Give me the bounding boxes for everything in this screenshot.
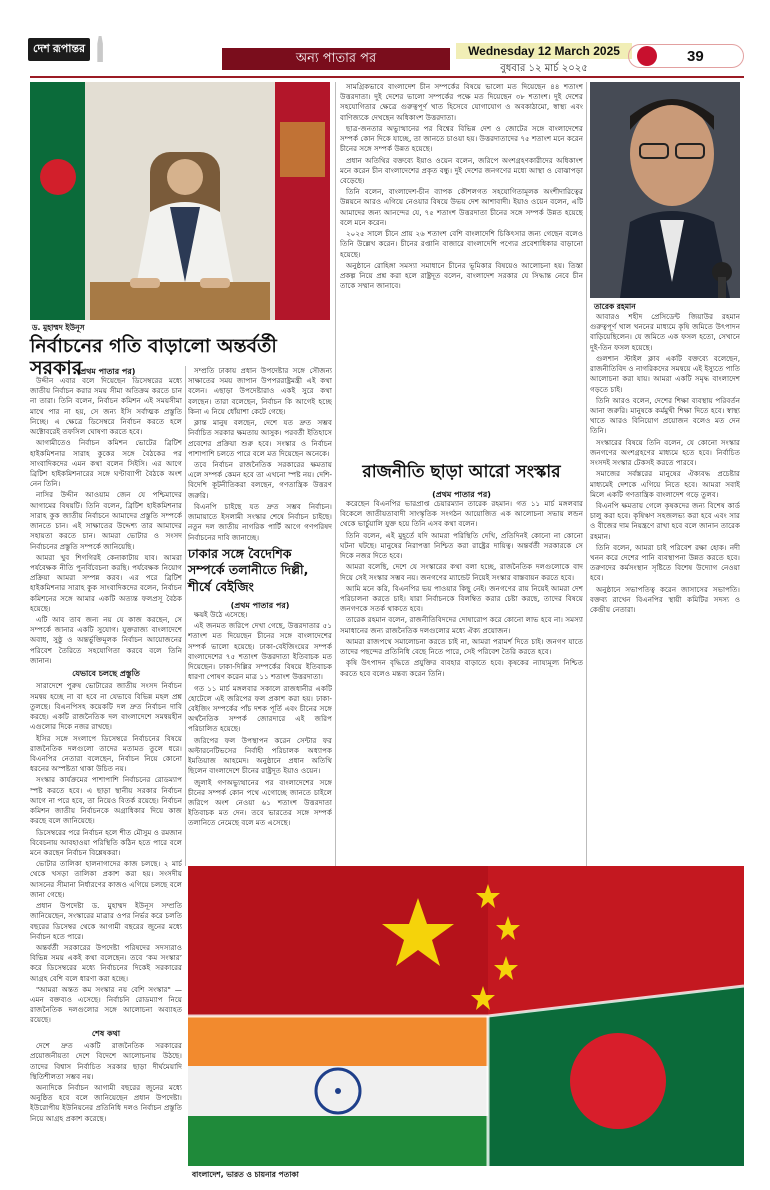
page-header	[0, 0, 770, 82]
tarique-photo	[590, 82, 740, 298]
paragraph: সম্প্রতি ঢাকায় প্রধান উপদেষ্টার সঙ্গে সৌজন্য সাক্ষাতের সময় জাপান উপপররাষ্ট্রমন্ত্রী এই কথা বলেন। এছাড়া উপদেষ্টারাও একই সুরে কথা বলছেন। তারা বলেছেন, নির্বাচন কি আগেই হচ্ছে কিনা এ নিয়ে ধোঁয়াশা কেটে গেছে।	[188, 366, 332, 416]
masthead-logo	[28, 36, 107, 62]
paragraph: ক্লান্ত মানুষ বলছেন, দেশে যত দ্রুত সম্ভব নির্বাচিত সরকার ক্ষমতায় আসুক। পরবর্তী ইতিহাসে প্রবেশের প্রক্রিয়া শুরু হবে। সংস্কার ও নির্বাচন পাশাপাশি চলতে পারে বলে মত দিয়েছেন অনেকে।	[188, 418, 332, 458]
story2-body	[188, 610, 332, 866]
yunus-photo	[30, 82, 330, 320]
paragraph: অন্তর্বর্তী সরকারের উপদেষ্টা পরিষদের সদস্যরাও বিভিন্ন সময় একই কথা বলেছেন। তবে ‘কম সংস্কার’ করে ডিসেম্বরের মধ্যে নির্বাচনের দিকেই সরকারের আগ্রহ বেশি বলে ধারণা করা হচ্ছে।	[30, 942, 182, 983]
paragraph: এটি আব তাব জন্য নয় যে কাজ করছেন, সে সম্পর্কে জানার একটি সুযোগ। যুক্তরাজ্য বাংলাদেশে অবাধ, সুষ্ঠু ও অন্তর্ভুক্তিমূলক নির্বাচন আয়োজনের পরিবেশ তৈরিতে সহযোগিতা করবে বলে তিনি জানান।	[30, 615, 182, 665]
flags-caption: বাংলাদেশ, ভারত ও চায়নার পতাকা	[192, 1170, 299, 1179]
paragraph: বিএনপি ক্ষমতায় গেলে কৃষকদের জন্য বিশেষ কার্ড চালু করা হবে। কৃষিঋণ সহজলভ্য করা হবে এবং সার ও বীজের দাম নিয়ন্ত্রণে রাখা হবে বলে জানান তারেক রহমান।	[590, 500, 740, 541]
subhead-preparation: যেভাবে চলছে প্রস্তুতি	[72, 669, 140, 679]
logo-text: দেশ রূপান্তর	[28, 38, 90, 61]
paragraph: দেশে দ্রুত একটি রাজনৈতিক সরকারের প্রয়োজনীয়তা দেশে বিদেশে আলোচনায় উঠছে। তাদের বিশ্বাস নির্বাচিত সরকার ছাড়া দীর্ঘমেয়াদি স্থিতিশীলতা সম্ভব নয়।	[30, 1041, 182, 1081]
story1-col2	[188, 366, 332, 542]
story1-col1	[30, 376, 182, 1180]
paragraph: করেছেন বিএনপির ভারপ্রাপ্ত চেয়ারম্যান তারেক রহমান। গত ১১ মার্চ মঙ্গলবার বিকেলে জাতীয়তাবাদী সাংস্কৃতিক সংগঠন আয়োজিত এক আলোচনা সভায় লন্ডন থেকে ভার্চুয়ালি যুক্ত হয়ে তিনি এসব কথা বলেন।	[340, 499, 583, 529]
story3-jump: (প্রথম পাতার পর)	[432, 490, 491, 499]
paragraph: সংস্কার কার্যক্রমের পাশাপাশি নির্বাচনের রোডম্যাপ স্পষ্ট করতে হবে। এ ছাড়া স্থানীয় সরকার নির্বাচন আগে না পরে হবে, তা নিয়েও বিতর্ক রয়েছে। নির্বাচন কমিশন জাতীয় নির্বাচনকে অগ্রাধিকার দিয়ে কাজ করছে বলে জানিয়েছে।	[30, 775, 182, 826]
paragraph: সারাদেশে পুরুষ ভোটারের জাতীয় সংসদ নির্বাচন সমন্বয় হচ্ছে না বা হবে না যেভাবে বিভিন্ন মহল প্রশ্ন তুলছে। বিএনপিসহ কয়েকটি দল দ্রুত নির্বাচন দাবি করছে। একটি রাজনৈতিক দল বাংলাদেশে সমন্বয়হীন এগুলোর দিকে নজর রাখছে।	[30, 681, 182, 732]
story1-jump: (প্রথম পাতার পর)	[76, 367, 136, 376]
header-rule	[30, 76, 744, 78]
flags-photo	[188, 866, 744, 1166]
paragraph: আবারও শহীদ প্রেসিডেন্ট জিয়াউর রহমান গুরুত্বপূর্ণ খাল খননের মাধ্যমে কৃষি জমিতে উৎপাদন বাড়িয়েছিলেন। যে জমিতে এক ফসল হতো, সেখানে দুই-তিন ফসল হয়েছে।	[590, 312, 740, 352]
paragraph: তিনি আরও বলেন, দেশের শিক্ষা ব্যবস্থায় পরিবর্তন আনা জরুরি। মানুষকে কর্মমুখী শিক্ষা দিতে হবে। স্বাস্থ্য খাতে আরও বিনিয়োগ প্রয়োজন বলেও মত দেন তিনি।	[590, 395, 740, 436]
paragraph: আমরা খুব শিগগিরই কেনাকাটায় যাব। আমরা পর্যবেক্ষক নীতি পুনর্বিবেচনা করছি। পর্যবেক্ষক নিয়োগ প্রক্রিয়া আমরা সম্পন্ন করব। এর পরে ব্রিটিশ হাইকমিশনার সারাহ কুক সাংবাদিকদের বলেন, নির্বাচন কমিশনের সঙ্গে আমার একটি অত্যন্ত ফলপ্রসূ বৈঠক হয়েছে।	[30, 552, 182, 613]
flags-art	[188, 866, 744, 1166]
paragraph: আগামীতেও নির্বাচন কমিশন ভোটের ব্রিটিশ হাইকমিশনার সারাহ কুকের সঙ্গে বৈঠকের পর সাংবাদিকদের এমন কথা বলেন সিইসি। এর আগে ব্রিটিশ হাইকমিশনারের সঙ্গে ঘণ্টাব্যাপী বৈঠকে অংশ নেন তিনি।	[30, 438, 182, 489]
date-english: Wednesday 12 March 2025	[456, 43, 632, 59]
paragraph: প্রধান উপদেষ্টা ড. মুহাম্মদ ইউনূস সম্প্রতি জানিয়েছেন, সংস্কারের মাত্রার ওপর নির্ভর করে চলতি বছরের ডিসেম্বর থেকে আগামী বছরের জুনের মধ্যে নির্বাচন হতে পারে।	[30, 901, 182, 941]
paragraph: প্রধান অতিথির বক্তব্যে ইয়াও ওয়েন বলেন, জরিপে অংশগ্রহণকারীদের অধিকাংশ মনে করেন চীন বাংলাদেশের প্রকৃত বন্ধু। দুই দেশের জনগণের মধ্যে আস্থা ও বোঝাপড়া বেড়েছে।	[340, 155, 583, 185]
paragraph: তবে নির্বাচন রাজনৈতিক সরকারের ক্ষমতায় এলে সম্পর্ক কেমন হবে তা এখনো স্পষ্ট নয়। দেশি-বিদেশি কূটনীতিকরা বলছেন, গণতান্ত্রিক উত্তরণ জরুরি।	[188, 459, 332, 500]
tarique-photo-art	[590, 82, 740, 298]
paragraph: আমি মনে করি, বিএনপির ভয় পাওয়ার কিছু নেই। জনগণের রায় নিয়েই আমরা দেশ পরিচালনা করতে চাই। যারা নির্বাচনকে বিলম্বিত করার চেষ্টা করছে, তাদের বিষয়ে জনগণকে সতর্ক থাকতে হবে।	[340, 583, 583, 614]
paragraph: গত ১১ মার্চ মঙ্গলবার সকালে রাজধানীর একটি হোটেলে এই জরিপের ফল প্রকাশ করা হয়। ঢাকা-বেইজিং সম্পর্কের পাঁচ দশক পূর্তি এবং চীনের সঙ্গে অর্থনৈতিক সম্পর্ক জোরদারে এই জরিপ পরিচালিত হয়েছে।	[188, 683, 332, 734]
paragraph: অনুষ্ঠানে রোহিঙ্গা সমস্যা সমাধানে চীনের ভূমিকার বিষয়েও আলোচনা হয়। তিস্তা প্রকল্প নিয়ে প্রশ্ন করা হলে রাষ্ট্রদূত বলেন, বাংলাদেশ সরকার যে সিদ্ধান্ত নেবে চীন তাকে সম্মান জানাবে।	[340, 260, 583, 291]
paragraph: তারেক রহমান বলেন, রাজনীতিবিদদের দোষারোপ করে কোনো লাভ হবে না। সমস্যা সমাধানের জন্য রাজনৈতিক দলগুলোর মধ্যে ঐক্য প্রয়োজন।	[340, 615, 583, 635]
story1-col1-p	[30, 376, 182, 666]
paragraph: আমরা রাজপথে সমালোচনা করতে চাই না, আমরা পরামর্শ দিতে চাই। জনগণ যাতে তাদের পছন্দের প্রতিনিধি বেছে নিতে পারে, সেই পরিবেশ তৈরি করতে হবে।	[340, 636, 583, 657]
paragraph: সংস্কারের বিষয়ে তিনি বলেন, যে কোনো সংস্কার জনগণের অংশগ্রহণের মাধ্যমে হতে হবে। নির্বাচিত সংসদই সংস্কার টেকসই করতে পারবে।	[590, 437, 740, 468]
page-number: 39	[687, 47, 704, 65]
story2-headline: ঢাকার সঙ্গে বৈদেশিক সম্পর্কে তলানীতে দিল্লী, শীর্ষে বেইজিং	[188, 546, 309, 594]
paragraph: জুলাই গণঅভ্যুত্থানের পর বাংলাদেশের সঙ্গে চীনের সম্পর্ক কোন পথে এগোচ্ছে জানতে চাইলে জরিপে অংশ নেওয়া ৬১ শতাংশ উত্তরদাতা ইতিবাচক মত দেন। তবে ভারতের সঙ্গে সম্পর্ক তলানিতে নেমেছে বলে মত এসেছে।	[188, 777, 332, 828]
col3-continued	[340, 82, 583, 462]
paragraph: গুলশান স্টাইল ক্লাব একটি বক্তব্যে বলেছেন, রাজনীতিবিদ ও নাগরিকদের সমন্বয়ে এই ইস্যুতে পাতি আলোচনা করা যায়। আমরা একটি সমৃদ্ধ বাংলাদেশ গড়তে চাই।	[590, 353, 740, 394]
paragraph: তিনি বলেন, আমরা চাই পরিবেশ রক্ষা হোক। নদী খনন করে দেশের পানি ব্যবস্থাপনা উন্নত করতে হবে। তরুণদের কর্মসংস্থান সৃষ্টিতে বিশেষ উদ্যোগ নেওয়া হবে।	[590, 542, 740, 583]
paragraph: ইসির সঙ্গে সংলাপে ডিসেম্বরে নির্বাচনের বিষয়ে রাজনৈতিক দলগুলো তাদের মতামত তুলে ধরে। বিএনপির নেতারা বলেছেন, নির্বাচন নিয়ে কোনো ধরনের অস্পষ্টতা থাকা উচিত নয়।	[30, 733, 182, 774]
yunus-photo-art	[30, 82, 330, 320]
paragraph: আমরা বলেছি, দেশে যে সংস্কারের কথা বলা হচ্ছে, রাজনৈতিক দলগুলোকে বাদ দিয়ে সেই সংস্কার সম্ভব নয়। জনগণের ম্যান্ডেট নিয়েই সংস্কার বাস্তবায়ন করতে হবে।	[340, 562, 583, 582]
column-divider	[586, 82, 587, 866]
yunus-caption: ড. মুহাম্মদ ইউনূস	[32, 323, 85, 332]
story1-headline: নির্বাচনের গতি বাড়ালো অন্তর্বর্তী সরকার	[30, 335, 277, 379]
paragraph: নাসির উদ্দীন আওয়াম জেন যে পশ্চিমাদের আগামের বিষয়টি। তিনি বলেন, ব্রিটিশ হাইকমিশনার সারাহ কুক জাতীয় নির্বাচনে আমাদের প্রস্তুতি সম্পর্কে জানতে চান। এই সাক্ষাতের উদ্দেশ্য তার আমাদের সহায়তা করতে চান। আমরা ভোটার ও সংসদ নির্বাচনের প্রস্তুতি সম্পর্কে জানিয়েছি।	[30, 490, 182, 551]
statue-icon	[93, 36, 107, 62]
paragraph: ছাত্র-জনতার অভ্যুত্থানের পর বিশ্বের বিভিন্ন দেশ ও জোটের সঙ্গে বাংলাদেশের সম্পর্ক কোন দিকে যাচ্ছে, তা জানতে চাওয়া হয়। উত্তরদাতাদের ৭৫ শতাংশ মনে করেন চীনের সঙ্গে সম্পর্ক উন্নত হয়েছে।	[340, 123, 583, 154]
date-block	[456, 43, 632, 78]
paragraph: ২০২৫ সালে চীনে প্রায় ২৬ শতাংশ বেশি বাংলাদেশি চিকিৎসার জন্য গেছেন বলেও তিনি উল্লেখ করেন। চীনের রপ্তানি বাজারে বাংলাদেশি পণ্যের প্রবেশাধিকার বাড়ানো হয়েছে।	[340, 229, 583, 259]
col4-body	[590, 312, 740, 866]
date-bangla: বুধবার ১২ মার্চ ২০২৫	[500, 63, 588, 74]
red-dot-icon	[637, 46, 657, 66]
paragraph: ডিসেম্বরের পরে নির্বাচন হলে শীত মৌসুম ও রমজান বিবেচনায় আবহাওয়া পরিস্থিতি কঠিন হতে পারে বলে মনে করছেন নির্বাচন বিশ্লেষকরা।	[30, 827, 182, 857]
subhead-last-word: শেষ কথা	[91, 1028, 121, 1038]
paragraph: বিএনপি চাইছে যত দ্রুত সম্ভব নির্বাচন। জামায়াতে ইসলামী সংস্কার শেষে নির্বাচন চাইছে। নতুন দল জাতীয় নাগরিক পার্টি আগে গণপরিষদ নির্বাচনের দাবি জানাচ্ছে।	[188, 501, 332, 542]
paragraph: "আমরা অন্তত কম সংস্কার নয় বেশি সংস্কার" — এমন বক্তব্যও এসেছে। নির্বাচনি রোডম্যাপ নিয়ে রাজনৈতিক দলগুলোর সঙ্গে আলোচনা অব্যাহত রয়েছে।	[30, 984, 182, 1025]
tarique-caption: তারেক রহমান	[594, 302, 636, 311]
paragraph: এই জনমত জরিপে দেখা গেছে, উত্তরদাতার ৫১ শতাংশ মত দিয়েছেন চীনের সঙ্গে বাংলাদেশের সম্পর্ক ভালো হয়েছে। ঢাকা-বেইজিংয়ের সম্পর্ক বাংলাদেশের ৭৫ শতাংশ উত্তরদাতা ইতিবাচক মত দিয়েছেন। ঢাকা-দিল্লির সম্পর্কের বিষয়ে ইতিবাচক ধারণা পোষণ করেন মাত্র ১১ শতাংশ উত্তরদাতা।	[188, 621, 332, 682]
column-divider	[335, 82, 336, 866]
section-band	[222, 48, 450, 70]
page-number-box	[628, 44, 744, 68]
column-divider	[185, 366, 186, 866]
paragraph: তিনি বলেন, বাংলাদেশ-চীন ব্যাপক কৌশলগত সহযোগিতামূলক অংশীদারিত্বের উন্নয়নে আরও এগিয়ে নেওয়ার বিষয়ে উভয় দেশ আশাবাদী। ইয়াও ওয়েন বলেন, এটি আমাদের জন্য আনন্দের যে, ৭৫ শতাংশ উত্তরদাতা চীনের সঙ্গে সম্পর্ক উন্নত হয়েছে বলে মনে করেন।	[340, 187, 583, 227]
paragraph: জরিপের ফল উপস্থাপন করেন সেন্টার ফর অল্টারনেটিভসের নির্বাহী পরিচালক অধ্যাপক ইমতিয়াজ আহমেদ। অনুষ্ঠানে প্রধান অতিথি ছিলেন বাংলাদেশে চীনের রাষ্ট্রদূত ইয়াও ওয়েন।	[188, 735, 332, 776]
story3-headline: রাজনীতি ছাড়া আরো সংস্কার	[362, 462, 561, 482]
paragraph: সামগ্রিকভাবে বাংলাদেশ চীন সম্পর্কের বিষয়ে ভালো মত দিয়েছেন ৪৪ শতাংশ উত্তরদাতা। দুই দেশের ভালো সম্পর্কের পক্ষে মত দিয়েছেন ৩৮ শতাংশ। দুই দেশের সহযোগিতার ক্ষেত্রে গুরুত্বপূর্ণ খাত হিসেবে যোগাযোগ ও অবকাঠামো, স্বাস্থ্য এবং বাণিজ্যকে দেখছেন অধিকাংশ উত্তরদাতা।	[340, 82, 583, 122]
paragraph: অন্যদিকে নির্বাচন আগামী বছরের জুনের মধ্যে অনুষ্ঠিত হবে বলে জানিয়েছেন প্রধান উপদেষ্টা। ইউরোপীয় ইউনিয়নের প্রতিনিধি দলও নির্বাচন প্রস্তুতি নিয়ে আগ্রহ প্রকাশ করেছে।	[30, 1082, 182, 1123]
paragraph: উদ্দীন এবার বলে দিয়েছেন ডিসেম্বরের মধ্যে জাতীয় নির্বাচন করার সময় সীমা অতিক্রম করতে চান না তারা। তিনি বলেন, নির্বাচন কমিশন এই সময়সীমা মাথে পার না হয়, সে জন্য ইসি সর্বাত্মক প্রস্তুতি নিচ্ছে। এ ক্ষেত্রে ডিসেম্বরে নির্বাচন করতে হলে অক্টোবরেই তফসিল ঘোষণা করতে হবে।	[30, 376, 182, 437]
paragraph: অনুষ্ঠানে সভাপতিত্ব করেন জাসাসের সভাপতি। বক্তব্য রাখেন বিএনপির স্থায়ী কমিটির সদস্য ও কেন্দ্রীয় নেতারা।	[590, 584, 740, 615]
story2-jump: (প্রথম পাতার পর)	[230, 601, 290, 610]
paragraph: তিনি বলেন, এই মুহূর্তে যদি আমরা পরিস্থিতি দেখি, প্রতিদিনই কোনো না কোনো ঘটনা ঘটছে। মানুষের নিরাপত্তা নিশ্চিত করা রাষ্ট্রের দায়িত্ব। অন্তর্বর্তী সরকারকে সে দিকে নজর দিতে হবে।	[340, 530, 583, 561]
story3-body	[340, 499, 583, 865]
paragraph: ভোটার তালিকা হালনাগাদের কাজ চলছে। ২ মার্চ থেকে খসড়া তালিকা প্রকাশ করা হয়। সংসদীয় আসনের সীমানা নির্ধারণের কাজও এগিয়ে চলছে বলে জানা গেছে।	[30, 859, 182, 899]
paragraph: সমাজের সর্বস্তরের মানুষের ঐক্যবদ্ধ প্রচেষ্টার মাধ্যমেই দেশকে এগিয়ে নিতে হবে। আমরা সবাই মিলে একটি গণতান্ত্রিক বাংলাদেশ গড়ে তুলব।	[590, 469, 740, 499]
section-label: অন্য পাতার পর	[295, 50, 377, 66]
paragraph: ক্ষয়ই উঠে এসেছে।	[194, 610, 248, 619]
paragraph: কৃষি উৎপাদন বৃদ্ধিতে প্রযুক্তির ব্যবহার বাড়াতে হবে। কৃষকের ন্যায্যমূল্য নিশ্চিত করতে হবে বলেও মন্তব্য করেন তিনি।	[340, 658, 583, 678]
